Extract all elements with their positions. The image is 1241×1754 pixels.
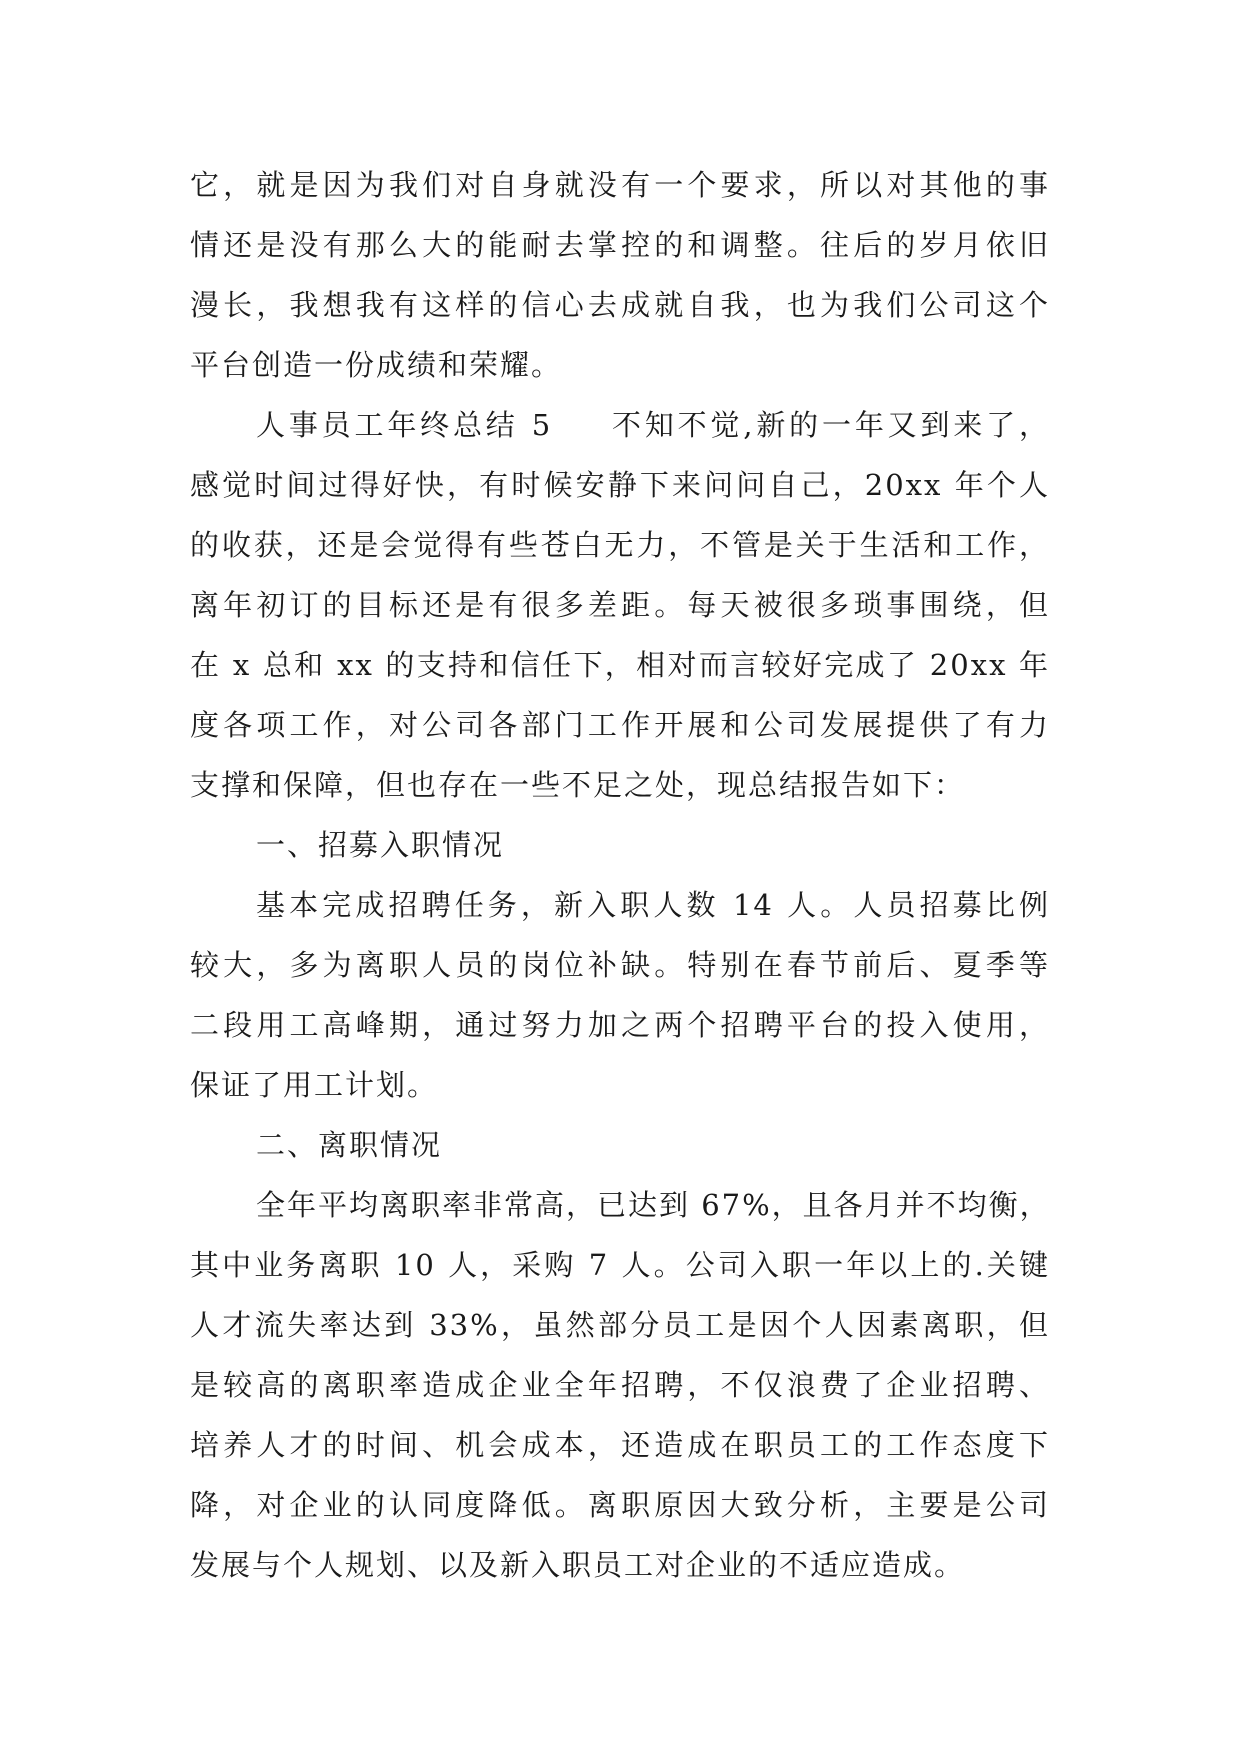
- text-line: 在 x 总和 xx 的支持和信任下，相对而言较好完成了 20xx 年: [190, 648, 1050, 682]
- text-line: 支撑和保障，但也存在一些不足之处，现总结报告如下：: [190, 768, 966, 802]
- section-title-line: [190, 395, 1050, 455]
- text-line: 其中业务离职 10 人，采购 7 人。公司入职一年以上的.关键: [190, 1248, 1050, 1282]
- text-line: 离年初订的目标还是有很多差距。每天被很多琐事围绕，但: [190, 588, 1050, 622]
- document-body: [190, 155, 1050, 1595]
- text-line: 降，对企业的认同度降低。离职原因大致分析，主要是公司: [190, 1488, 1050, 1522]
- text-line: 是较高的离职率造成企业全年招聘，不仅浪费了企业招聘、: [190, 1368, 1050, 1402]
- text-line: 二段用工高峰期，通过努力加之两个招聘平台的投入使用，: [190, 1008, 1050, 1042]
- text-line: 较大，多为离职人员的岗位补缺。特别在春节前后、夏季等: [190, 948, 1050, 982]
- text-line: 平台创造一份成绩和荣耀。: [190, 348, 563, 382]
- text-line: 发展与个人规划、以及新入职员工对企业的不适应造成。: [190, 1548, 966, 1582]
- text-line: 感觉时间过得好快，有时候安静下来问问自己，20xx 年个人: [190, 468, 1050, 502]
- text-line: 情还是没有那么大的能耐去掌控的和调整。往后的岁月依旧: [190, 228, 1050, 262]
- section-title: 人事员工年终总结 5: [256, 408, 553, 442]
- text-line: 度各项工作，对公司各部门工作开展和公司发展提供了有力: [190, 708, 1050, 742]
- heading-recruitment: 一、招募入职情况: [256, 828, 505, 862]
- heading-resignation: 二、离职情况: [256, 1128, 443, 1162]
- text-line: 培养人才的时间、机会成本，还造成在职员工的工作态度下: [190, 1428, 1050, 1462]
- paragraph-start: 不知不觉,新的一年又到来了，: [610, 408, 1050, 442]
- text-line: 漫长，我想我有这样的信心去成就自我，也为我们公司这个: [190, 288, 1050, 322]
- text-line: 全年平均离职率非常高，已达到 67%，且各月并不均衡，: [256, 1188, 1051, 1222]
- text-line: 它，就是因为我们对自身就没有一个要求，所以对其他的事: [190, 168, 1050, 202]
- text-line: 基本完成招聘任务，新入职人数 14 人。人员招募比例: [256, 888, 1050, 922]
- text-line: 人才流失率达到 33%，虽然部分员工是因个人因素离职，但: [190, 1308, 1050, 1342]
- text-line: 的收获，还是会觉得有些苍白无力，不管是关于生活和工作，: [190, 528, 1050, 562]
- text-line: 保证了用工计划。: [190, 1068, 439, 1102]
